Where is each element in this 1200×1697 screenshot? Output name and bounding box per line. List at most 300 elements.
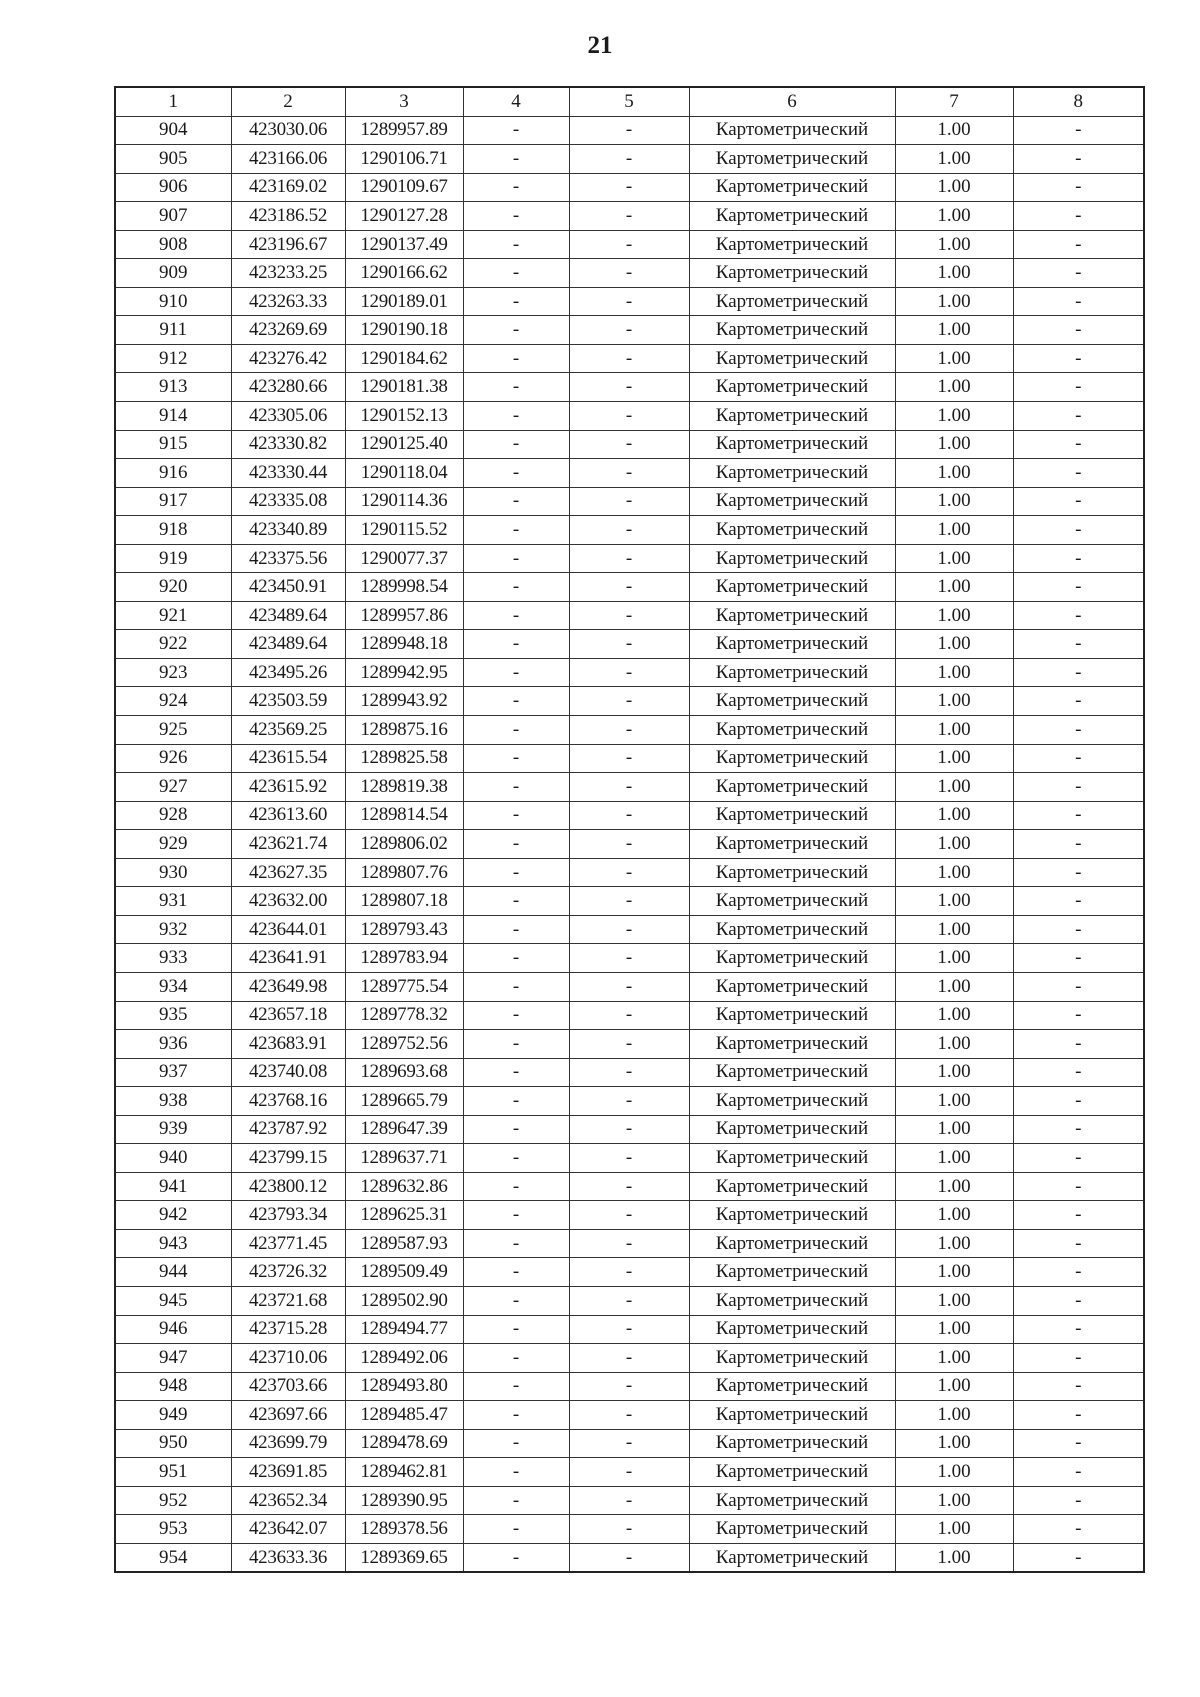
y-coordinate-cell: 1290152.13 [345, 402, 463, 431]
accuracy-cell: 1.00 [895, 801, 1013, 830]
point-number-cell: 931 [115, 887, 231, 916]
table-row [115, 658, 1144, 687]
point-number-cell: 910 [115, 287, 231, 316]
accuracy-cell: 1.00 [895, 944, 1013, 973]
x-coordinate-cell: 423710.06 [231, 1344, 345, 1373]
accuracy-cell: 1.00 [895, 858, 1013, 887]
method-cell: Картометрический [689, 316, 895, 345]
table-row [115, 915, 1144, 944]
column-5-cell: - [569, 1315, 689, 1344]
y-coordinate-cell: 1289783.94 [345, 944, 463, 973]
column-8-cell: - [1013, 287, 1144, 316]
column-5-cell: - [569, 1515, 689, 1544]
column-5-cell: - [569, 972, 689, 1001]
method-cell: Картометрический [689, 1229, 895, 1258]
point-number-cell: 941 [115, 1172, 231, 1201]
x-coordinate-cell: 423800.12 [231, 1172, 345, 1201]
column-8-cell: - [1013, 116, 1144, 145]
y-coordinate-cell: 1290181.38 [345, 373, 463, 402]
y-coordinate-cell: 1289806.02 [345, 830, 463, 859]
x-coordinate-cell: 423613.60 [231, 801, 345, 830]
x-coordinate-cell: 423450.91 [231, 573, 345, 602]
column-5-cell: - [569, 1115, 689, 1144]
method-cell: Картометрический [689, 1058, 895, 1087]
column-5-cell: - [569, 944, 689, 973]
column-5-cell: - [569, 544, 689, 573]
method-cell: Картометрический [689, 1087, 895, 1116]
column-8-cell: - [1013, 773, 1144, 802]
column-5-cell: - [569, 116, 689, 145]
accuracy-cell: 1.00 [895, 1286, 1013, 1315]
table-row [115, 1229, 1144, 1258]
column-5-cell: - [569, 487, 689, 516]
x-coordinate-cell: 423715.28 [231, 1315, 345, 1344]
table-row [115, 116, 1144, 145]
column-5-cell: - [569, 1172, 689, 1201]
y-coordinate-cell: 1290118.04 [345, 459, 463, 488]
column-8-cell: - [1013, 259, 1144, 288]
point-number-cell: 911 [115, 316, 231, 345]
method-cell: Картометрический [689, 402, 895, 431]
column-4-cell: - [463, 1286, 569, 1315]
column-5-cell: - [569, 1372, 689, 1401]
accuracy-cell: 1.00 [895, 1115, 1013, 1144]
method-cell: Картометрический [689, 145, 895, 174]
column-4-cell: - [463, 1429, 569, 1458]
column-8-cell: - [1013, 744, 1144, 773]
x-coordinate-cell: 423269.69 [231, 316, 345, 345]
column-8-cell: - [1013, 1429, 1144, 1458]
y-coordinate-cell: 1289493.80 [345, 1372, 463, 1401]
accuracy-cell: 1.00 [895, 1458, 1013, 1487]
column-4-cell: - [463, 1486, 569, 1515]
method-cell: Картометрический [689, 773, 895, 802]
x-coordinate-cell: 423632.00 [231, 887, 345, 916]
column-4-cell: - [463, 801, 569, 830]
table-row [115, 1315, 1144, 1344]
column-4-cell: - [463, 601, 569, 630]
column-4-cell: - [463, 1001, 569, 1030]
method-cell: Картометрический [689, 1030, 895, 1059]
x-coordinate-cell: 423703.66 [231, 1372, 345, 1401]
column-5-cell: - [569, 1058, 689, 1087]
column-5-cell: - [569, 801, 689, 830]
method-cell: Картометрический [689, 830, 895, 859]
point-number-cell: 943 [115, 1229, 231, 1258]
column-4-cell: - [463, 316, 569, 345]
accuracy-cell: 1.00 [895, 1344, 1013, 1373]
column-4-cell: - [463, 1030, 569, 1059]
y-coordinate-cell: 1289752.56 [345, 1030, 463, 1059]
x-coordinate-cell: 423652.34 [231, 1486, 345, 1515]
point-number-cell: 917 [115, 487, 231, 516]
x-coordinate-cell: 423699.79 [231, 1429, 345, 1458]
accuracy-cell: 1.00 [895, 1144, 1013, 1173]
method-cell: Картометрический [689, 1344, 895, 1373]
column-8-cell: - [1013, 1258, 1144, 1287]
x-coordinate-cell: 423615.92 [231, 773, 345, 802]
method-cell: Картометрический [689, 744, 895, 773]
accuracy-cell: 1.00 [895, 830, 1013, 859]
column-5-cell: - [569, 1001, 689, 1030]
accuracy-cell: 1.00 [895, 145, 1013, 174]
point-number-cell: 951 [115, 1458, 231, 1487]
accuracy-cell: 1.00 [895, 230, 1013, 259]
method-cell: Картометрический [689, 544, 895, 573]
point-number-cell: 936 [115, 1030, 231, 1059]
accuracy-cell: 1.00 [895, 259, 1013, 288]
column-4-cell: - [463, 972, 569, 1001]
x-coordinate-cell: 423489.64 [231, 601, 345, 630]
y-coordinate-cell: 1289665.79 [345, 1087, 463, 1116]
column-8-cell: - [1013, 516, 1144, 545]
point-number-cell: 924 [115, 687, 231, 716]
column-5-cell: - [569, 1429, 689, 1458]
table-header-row [115, 87, 1144, 116]
point-number-cell: 947 [115, 1344, 231, 1373]
column-8-cell: - [1013, 544, 1144, 573]
method-cell: Картометрический [689, 287, 895, 316]
point-number-cell: 940 [115, 1144, 231, 1173]
point-number-cell: 926 [115, 744, 231, 773]
column-4-cell: - [463, 830, 569, 859]
column-8-cell: - [1013, 230, 1144, 259]
table-row [115, 544, 1144, 573]
y-coordinate-cell: 1290114.36 [345, 487, 463, 516]
column-8-cell: - [1013, 344, 1144, 373]
y-coordinate-cell: 1290190.18 [345, 316, 463, 345]
column-header: 6 [689, 87, 895, 116]
table-row [115, 972, 1144, 1001]
method-cell: Картометрический [689, 944, 895, 973]
table-row [115, 1115, 1144, 1144]
x-coordinate-cell: 423771.45 [231, 1229, 345, 1258]
point-number-cell: 948 [115, 1372, 231, 1401]
table-row [115, 145, 1144, 174]
point-number-cell: 913 [115, 373, 231, 402]
method-cell: Картометрический [689, 230, 895, 259]
column-4-cell: - [463, 459, 569, 488]
point-number-cell: 905 [115, 145, 231, 174]
y-coordinate-cell: 1289825.58 [345, 744, 463, 773]
point-number-cell: 942 [115, 1201, 231, 1230]
column-5-cell: - [569, 516, 689, 545]
y-coordinate-cell: 1289942.95 [345, 658, 463, 687]
column-4-cell: - [463, 287, 569, 316]
point-number-cell: 950 [115, 1429, 231, 1458]
column-header: 3 [345, 87, 463, 116]
point-number-cell: 907 [115, 202, 231, 231]
point-number-cell: 938 [115, 1087, 231, 1116]
accuracy-cell: 1.00 [895, 544, 1013, 573]
column-8-cell: - [1013, 1201, 1144, 1230]
table-row [115, 1372, 1144, 1401]
y-coordinate-cell: 1289819.38 [345, 773, 463, 802]
column-header: 2 [231, 87, 345, 116]
table-row [115, 487, 1144, 516]
point-number-cell: 930 [115, 858, 231, 887]
table-row [115, 1401, 1144, 1430]
accuracy-cell: 1.00 [895, 630, 1013, 659]
accuracy-cell: 1.00 [895, 402, 1013, 431]
column-4-cell: - [463, 716, 569, 745]
column-5-cell: - [569, 1286, 689, 1315]
table-row [115, 287, 1144, 316]
point-number-cell: 922 [115, 630, 231, 659]
table-row [115, 430, 1144, 459]
point-number-cell: 914 [115, 402, 231, 431]
column-5-cell: - [569, 1030, 689, 1059]
column-8-cell: - [1013, 316, 1144, 345]
column-4-cell: - [463, 1458, 569, 1487]
point-number-cell: 921 [115, 601, 231, 630]
column-5-cell: - [569, 601, 689, 630]
point-number-cell: 929 [115, 830, 231, 859]
column-5-cell: - [569, 915, 689, 944]
method-cell: Картометрический [689, 1258, 895, 1287]
accuracy-cell: 1.00 [895, 1372, 1013, 1401]
column-4-cell: - [463, 773, 569, 802]
accuracy-cell: 1.00 [895, 773, 1013, 802]
accuracy-cell: 1.00 [895, 658, 1013, 687]
column-8-cell: - [1013, 944, 1144, 973]
y-coordinate-cell: 1289625.31 [345, 1201, 463, 1230]
y-coordinate-cell: 1289378.56 [345, 1515, 463, 1544]
column-8-cell: - [1013, 1543, 1144, 1572]
column-8-cell: - [1013, 1172, 1144, 1201]
y-coordinate-cell: 1289587.93 [345, 1229, 463, 1258]
table-body [115, 116, 1144, 1572]
x-coordinate-cell: 423740.08 [231, 1058, 345, 1087]
accuracy-cell: 1.00 [895, 173, 1013, 202]
column-4-cell: - [463, 202, 569, 231]
y-coordinate-cell: 1289509.49 [345, 1258, 463, 1287]
column-8-cell: - [1013, 1458, 1144, 1487]
column-5-cell: - [569, 459, 689, 488]
point-number-cell: 904 [115, 116, 231, 145]
column-8-cell: - [1013, 858, 1144, 887]
column-4-cell: - [463, 1372, 569, 1401]
column-8-cell: - [1013, 173, 1144, 202]
accuracy-cell: 1.00 [895, 1515, 1013, 1544]
y-coordinate-cell: 1289998.54 [345, 573, 463, 602]
point-number-cell: 909 [115, 259, 231, 288]
accuracy-cell: 1.00 [895, 1030, 1013, 1059]
column-header: 4 [463, 87, 569, 116]
column-4-cell: - [463, 259, 569, 288]
y-coordinate-cell: 1289390.95 [345, 1486, 463, 1515]
column-4-cell: - [463, 858, 569, 887]
column-4-cell: - [463, 1201, 569, 1230]
point-number-cell: 939 [115, 1115, 231, 1144]
point-number-cell: 946 [115, 1315, 231, 1344]
method-cell: Картометрический [689, 1372, 895, 1401]
table-row [115, 1172, 1144, 1201]
column-4-cell: - [463, 116, 569, 145]
x-coordinate-cell: 423726.32 [231, 1258, 345, 1287]
column-5-cell: - [569, 1543, 689, 1572]
table-row [115, 801, 1144, 830]
method-cell: Картометрический [689, 1543, 895, 1572]
table-row [115, 1144, 1144, 1173]
x-coordinate-cell: 423169.02 [231, 173, 345, 202]
table-row [115, 887, 1144, 916]
column-4-cell: - [463, 1344, 569, 1373]
method-cell: Картометрический [689, 1515, 895, 1544]
column-4-cell: - [463, 887, 569, 916]
column-5-cell: - [569, 173, 689, 202]
accuracy-cell: 1.00 [895, 373, 1013, 402]
table-row [115, 1543, 1144, 1572]
x-coordinate-cell: 423489.64 [231, 630, 345, 659]
method-cell: Картометрический [689, 116, 895, 145]
column-8-cell: - [1013, 1515, 1144, 1544]
y-coordinate-cell: 1289462.81 [345, 1458, 463, 1487]
column-8-cell: - [1013, 630, 1144, 659]
y-coordinate-cell: 1290189.01 [345, 287, 463, 316]
column-4-cell: - [463, 1229, 569, 1258]
column-4-cell: - [463, 1315, 569, 1344]
point-number-cell: 953 [115, 1515, 231, 1544]
accuracy-cell: 1.00 [895, 202, 1013, 231]
x-coordinate-cell: 423644.01 [231, 915, 345, 944]
column-4-cell: - [463, 1515, 569, 1544]
column-4-cell: - [463, 1543, 569, 1572]
accuracy-cell: 1.00 [895, 744, 1013, 773]
point-number-cell: 908 [115, 230, 231, 259]
x-coordinate-cell: 423621.74 [231, 830, 345, 859]
accuracy-cell: 1.00 [895, 1543, 1013, 1572]
accuracy-cell: 1.00 [895, 716, 1013, 745]
column-8-cell: - [1013, 459, 1144, 488]
column-5-cell: - [569, 830, 689, 859]
x-coordinate-cell: 423276.42 [231, 344, 345, 373]
y-coordinate-cell: 1289492.06 [345, 1344, 463, 1373]
column-4-cell: - [463, 944, 569, 973]
x-coordinate-cell: 423375.56 [231, 544, 345, 573]
method-cell: Картометрический [689, 573, 895, 602]
column-5-cell: - [569, 1344, 689, 1373]
y-coordinate-cell: 1289793.43 [345, 915, 463, 944]
column-8-cell: - [1013, 1401, 1144, 1430]
column-5-cell: - [569, 1201, 689, 1230]
method-cell: Картометрический [689, 1486, 895, 1515]
table-row [115, 944, 1144, 973]
column-5-cell: - [569, 230, 689, 259]
point-number-cell: 937 [115, 1058, 231, 1087]
x-coordinate-cell: 423657.18 [231, 1001, 345, 1030]
point-number-cell: 945 [115, 1286, 231, 1315]
method-cell: Картометрический [689, 430, 895, 459]
x-coordinate-cell: 423280.66 [231, 373, 345, 402]
accuracy-cell: 1.00 [895, 1429, 1013, 1458]
accuracy-cell: 1.00 [895, 516, 1013, 545]
x-coordinate-cell: 423569.25 [231, 716, 345, 745]
column-8-cell: - [1013, 1315, 1144, 1344]
table-row [115, 1344, 1144, 1373]
method-cell: Картометрический [689, 915, 895, 944]
x-coordinate-cell: 423697.66 [231, 1401, 345, 1430]
accuracy-cell: 1.00 [895, 601, 1013, 630]
x-coordinate-cell: 423503.59 [231, 687, 345, 716]
y-coordinate-cell: 1289807.76 [345, 858, 463, 887]
table-row [115, 858, 1144, 887]
column-5-cell: - [569, 1458, 689, 1487]
point-number-cell: 918 [115, 516, 231, 545]
y-coordinate-cell: 1289502.90 [345, 1286, 463, 1315]
point-number-cell: 919 [115, 544, 231, 573]
accuracy-cell: 1.00 [895, 430, 1013, 459]
x-coordinate-cell: 423263.33 [231, 287, 345, 316]
x-coordinate-cell: 423196.67 [231, 230, 345, 259]
accuracy-cell: 1.00 [895, 287, 1013, 316]
method-cell: Картометрический [689, 887, 895, 916]
x-coordinate-cell: 423721.68 [231, 1286, 345, 1315]
accuracy-cell: 1.00 [895, 1201, 1013, 1230]
column-5-cell: - [569, 145, 689, 174]
x-coordinate-cell: 423633.36 [231, 1543, 345, 1572]
column-8-cell: - [1013, 402, 1144, 431]
accuracy-cell: 1.00 [895, 972, 1013, 1001]
column-8-cell: - [1013, 1087, 1144, 1116]
accuracy-cell: 1.00 [895, 1258, 1013, 1287]
method-cell: Картометрический [689, 1429, 895, 1458]
coordinates-table [114, 86, 1145, 1573]
column-4-cell: - [463, 1087, 569, 1116]
column-5-cell: - [569, 687, 689, 716]
column-5-cell: - [569, 658, 689, 687]
point-number-cell: 920 [115, 573, 231, 602]
column-4-cell: - [463, 687, 569, 716]
accuracy-cell: 1.00 [895, 1315, 1013, 1344]
accuracy-cell: 1.00 [895, 1229, 1013, 1258]
point-number-cell: 928 [115, 801, 231, 830]
point-number-cell: 933 [115, 944, 231, 973]
y-coordinate-cell: 1290166.62 [345, 259, 463, 288]
accuracy-cell: 1.00 [895, 116, 1013, 145]
point-number-cell: 944 [115, 1258, 231, 1287]
table-row [115, 1001, 1144, 1030]
column-8-cell: - [1013, 1144, 1144, 1173]
x-coordinate-cell: 423627.35 [231, 858, 345, 887]
column-header: 1 [115, 87, 231, 116]
column-header: 5 [569, 87, 689, 116]
accuracy-cell: 1.00 [895, 1087, 1013, 1116]
y-coordinate-cell: 1290125.40 [345, 430, 463, 459]
table-row [115, 687, 1144, 716]
accuracy-cell: 1.00 [895, 459, 1013, 488]
y-coordinate-cell: 1290077.37 [345, 544, 463, 573]
x-coordinate-cell: 423340.89 [231, 516, 345, 545]
column-5-cell: - [569, 316, 689, 345]
column-4-cell: - [463, 573, 569, 602]
column-8-cell: - [1013, 373, 1144, 402]
table-row [115, 1286, 1144, 1315]
method-cell: Картометрический [689, 1144, 895, 1173]
method-cell: Картометрический [689, 1115, 895, 1144]
column-8-cell: - [1013, 430, 1144, 459]
column-4-cell: - [463, 544, 569, 573]
column-8-cell: - [1013, 1372, 1144, 1401]
point-number-cell: 906 [115, 173, 231, 202]
y-coordinate-cell: 1289693.68 [345, 1058, 463, 1087]
method-cell: Картометрический [689, 487, 895, 516]
accuracy-cell: 1.00 [895, 1401, 1013, 1430]
column-5-cell: - [569, 402, 689, 431]
method-cell: Картометрический [689, 630, 895, 659]
y-coordinate-cell: 1289478.69 [345, 1429, 463, 1458]
column-5-cell: - [569, 630, 689, 659]
